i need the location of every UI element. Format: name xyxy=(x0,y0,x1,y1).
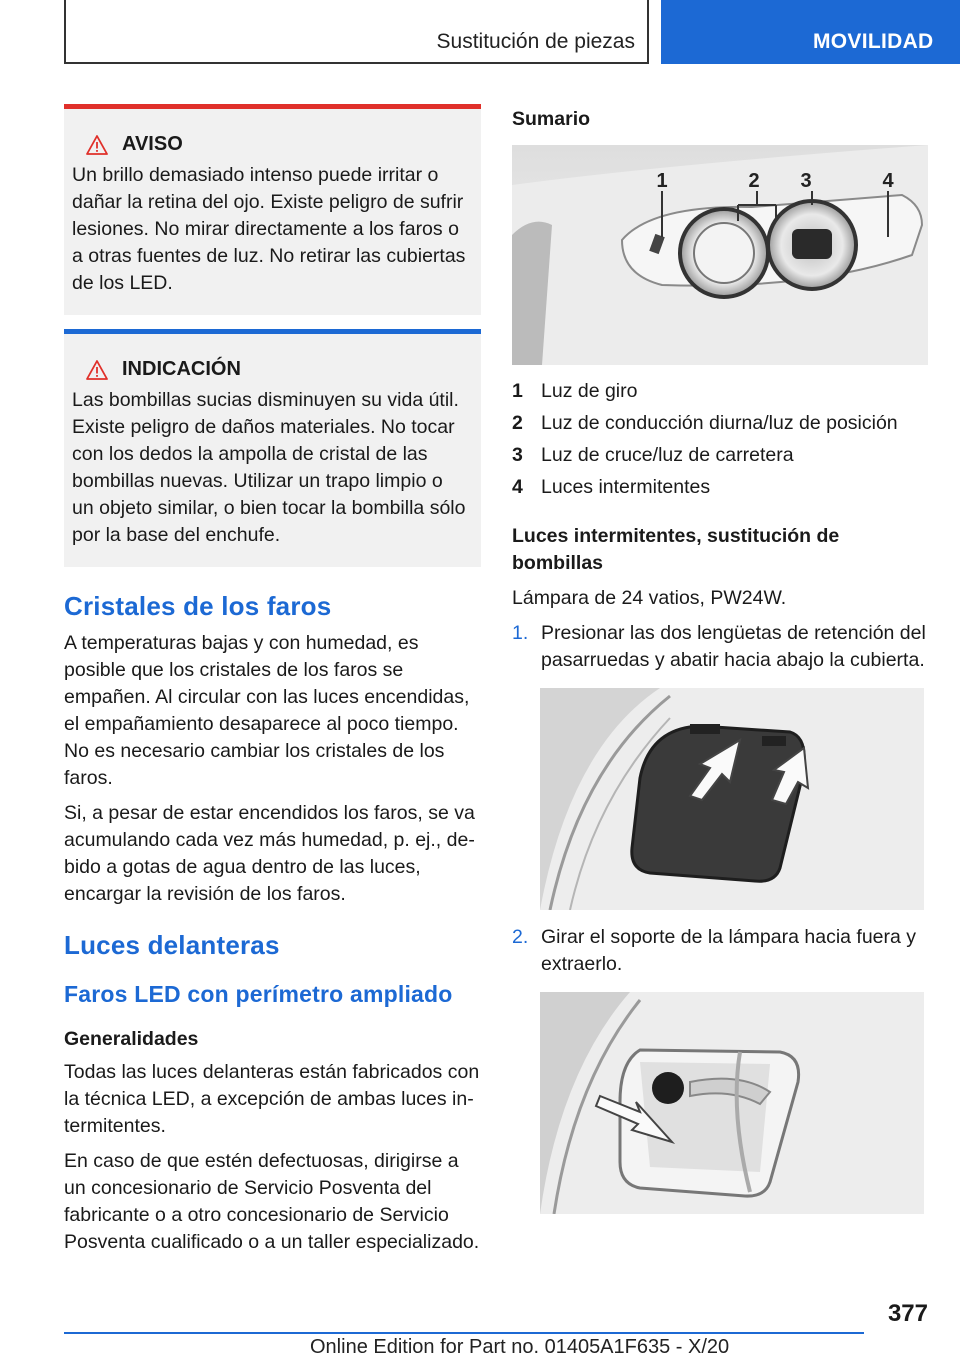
warning-title: AVISO xyxy=(122,133,183,155)
glass-paragraph-2: Si, a pesar de estar encendidos los faros, se va acumulando cada vez más humedad, p. ej., debido a gotas de agua dentro de las luces, encargar la revisión de los faros. xyxy=(64,802,475,905)
general-paragraph-1: Todas las luces delanteras están fabricados con la técnica LED, a excepción de ambas luces intermitentes. xyxy=(64,1061,480,1137)
warning-notice xyxy=(64,104,481,315)
heading-front-lights: Luces delanteras xyxy=(64,930,280,960)
callout-2: 2 xyxy=(748,170,760,192)
summary-title: Sumario xyxy=(512,108,591,130)
warning-triangle-icon xyxy=(86,135,108,155)
header-section-box xyxy=(64,0,649,64)
lamp-holder-figure xyxy=(540,992,924,1214)
legend-item: 2 Luz de conducción diurna/luz de posición xyxy=(512,412,898,434)
subheading-led-headlights: Faros LED con perímetro ampliado xyxy=(64,981,453,1007)
step-2: 2. Girar el soporte de la lámpara hacia fuera y extraerlo. xyxy=(512,926,917,975)
legend-item: 4 Luces intermitentes xyxy=(512,476,711,498)
callout-4: 4 xyxy=(882,170,894,192)
warning-triangle-icon xyxy=(86,360,108,380)
left-column xyxy=(64,104,481,1256)
legend-list xyxy=(512,375,928,503)
headlight-illustration xyxy=(512,145,928,365)
warning-text: Un brillo demasiado intenso puede irritar o dañar la retina del ojo. Existe peligro de sufrir lesiones. No mirar directamente a los faros o a otras fuentes de luz. No retirar las cubiertas de los LED. xyxy=(72,164,466,294)
glass-paragraph-1: A temperaturas bajas y con humedad, es posible que los cristales de los faros se empañen. Al circular con las luces encendidas, el empañamiento desaparece al poco tiempo. No es necesario cambiar los cristales de los faros. xyxy=(64,632,470,789)
info-text: Las bombillas sucias disminuyen su vida útil. Existe peligro de daños materiales. No tocar con los dedos la ampolla de cristal de las bombillas nuevas. Utilizar un trapo limpio o un objeto similar, o bien tocar la bombilla sólo por la base del enchufe. xyxy=(72,389,466,546)
legend-item: 1 Luz de giro xyxy=(512,380,638,402)
chapter-title: MOVILIDAD xyxy=(813,30,934,53)
section-title: Sustitución de piezas xyxy=(436,30,635,53)
indicators-heading: Luces intermitentes, sustitución de bombillas xyxy=(512,525,840,574)
info-title: INDICACIÓN xyxy=(122,358,241,380)
lamp-spec: Lámpara de 24 vatios, PW24W. xyxy=(512,587,787,609)
wheel-arch-cover-figure xyxy=(540,688,924,910)
callout-1: 1 xyxy=(656,170,668,192)
header-chapter-tab[interactable] xyxy=(661,0,960,64)
legend-item: 3 Luz de cruce/luz de carretera xyxy=(512,444,794,466)
right-column xyxy=(512,104,928,1214)
general-paragraph-2: En caso de que estén defectuosas, dirigirse a un concesionario de Servicio Posventa del fabricante o a otro concesionario de Servicio Posventa cualificado o a un taller especializado. xyxy=(64,1150,480,1253)
step-1: 1. Presionar las dos lengüetas de retención del pasarruedas y abatir hacia abajo la cubierta. xyxy=(512,622,926,671)
heading-headlight-glass: Cristales de los faros xyxy=(64,591,332,621)
page-number: 377 xyxy=(887,1300,928,1327)
headlight-overview-figure xyxy=(512,145,928,365)
footer-rule xyxy=(64,1332,864,1334)
info-notice xyxy=(64,329,481,567)
general-title: Generalidades xyxy=(64,1028,199,1050)
callout-3: 3 xyxy=(800,170,812,192)
footer-edition: Online Edition for Part no. 01405A1F635 - X/20 xyxy=(310,1336,730,1358)
